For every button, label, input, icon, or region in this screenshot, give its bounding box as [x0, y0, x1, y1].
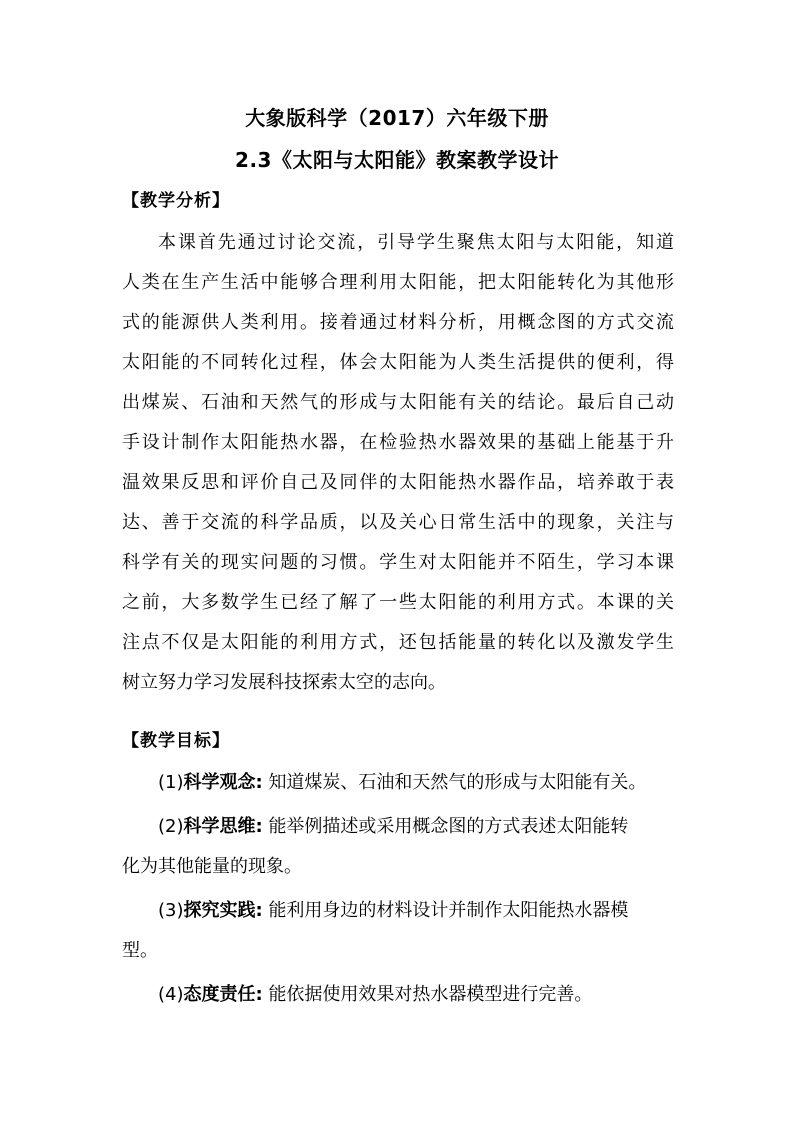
analysis-line: 人类在生产生活中能够合理利用太阳能，把太阳能转化为其他形: [122, 272, 674, 293]
goal-text-continued: 型。: [122, 940, 158, 961]
analysis-line: 达、善于交流的科学品质，以及关心日常生活中的现象，关注与: [122, 512, 674, 533]
goal-text-continued: 化为其他能量的现象。: [122, 856, 302, 877]
goal-label: 探究实践:: [183, 900, 263, 921]
analysis-line: 注点不仅是太阳能的利用方式，还包括能量的转化以及激发学生: [122, 632, 674, 653]
section-heading-analysis: 【教学分析】: [122, 191, 230, 211]
goal-text: 知道煤炭、石油和天然气的形成与太阳能有关。: [268, 772, 647, 793]
goal-item: [158, 814, 628, 840]
analysis-line: 手设计制作太阳能热水器，在检验热水器效果的基础上能基于升: [122, 432, 674, 453]
document-subtitle: 2.3《太阳与太阳能》教案教学设计: [235, 148, 559, 172]
analysis-line: 式的能源供人类利用。接着通过材料分析，用概念图的方式交流: [122, 312, 674, 333]
analysis-line: 树立努力学习发展科技探索太空的志向。: [122, 672, 446, 693]
analysis-line: 温效果反思和评价自己及同伴的太阳能热水器作品，培养敢于表: [122, 472, 674, 493]
goal-text: 能利用身边的材料设计并制作太阳能热水器模: [268, 900, 629, 921]
analysis-line: 科学有关的现实问题的习惯。学生对太阳能并不陌生，学习本课: [122, 552, 674, 573]
goal-number: (3): [158, 900, 184, 921]
goal-label: 态度责任:: [183, 984, 263, 1005]
analysis-line: 出煤炭、石油和天然气的形成与太阳能有关的结论。最后自己动: [122, 392, 674, 413]
analysis-line: 太阳能的不同转化过程，体会太阳能为人类生活提供的便利，得: [122, 352, 674, 373]
analysis-line: 之前，大多数学生已经了解了一些太阳能的利用方式。本课的关: [122, 592, 674, 613]
goal-number: (1): [158, 772, 184, 793]
goal-text: 能举例描述或采用概念图的方式表述太阳能转: [268, 816, 629, 837]
goal-number: (2): [158, 816, 184, 837]
goal-item: [158, 898, 628, 924]
section-heading-goals: 【教学目标】: [122, 731, 230, 751]
goal-label: 科学思维:: [183, 816, 263, 837]
analysis-line: 本课首先通过讨论交流，引导学生聚焦太阳与太阳能，知道: [158, 232, 674, 253]
goal-label: 科学观念:: [183, 772, 263, 793]
goal-item: [158, 770, 646, 796]
document-title: 大象版科学（2017）六年级下册: [245, 106, 549, 130]
goal-text: 能依据使用效果对热水器模型进行完善。: [268, 984, 593, 1005]
goal-number: (4): [158, 984, 184, 1005]
goal-item: [158, 982, 592, 1008]
